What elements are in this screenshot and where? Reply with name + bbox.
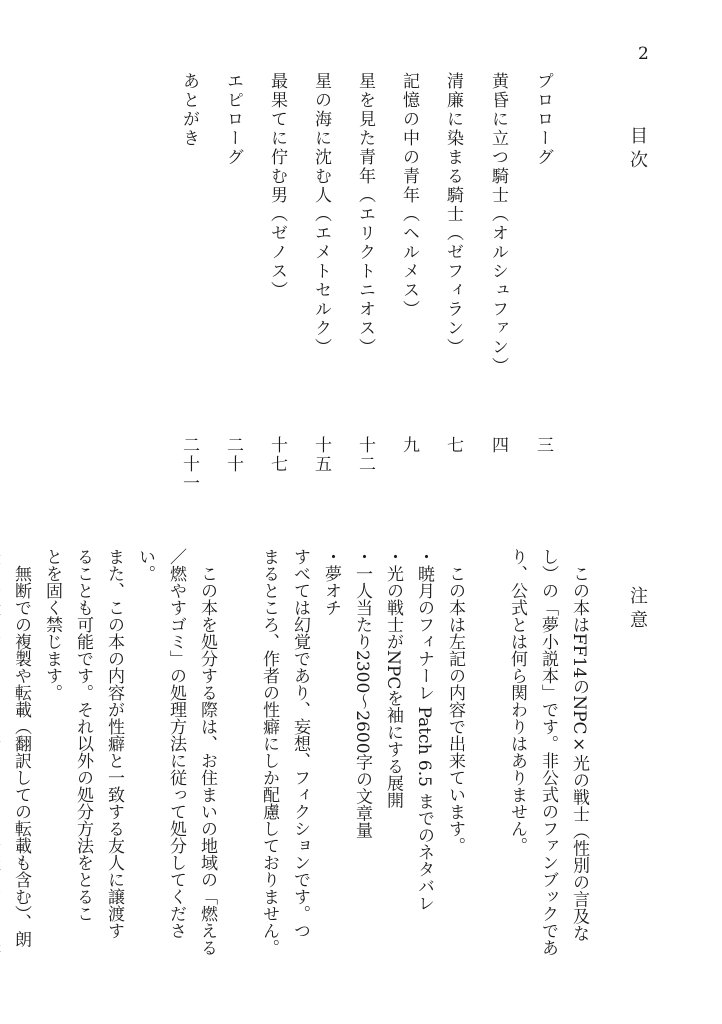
toc-entry-page: 二十一 [179, 436, 199, 493]
toc-entry-title: 星の海に沈む人（エメトセルク） [311, 72, 331, 357]
notice-line: ・暁月のフィナーレ Patch 6.5 までのネタバレ [414, 548, 434, 912]
notice-line: し）の「夢小説本」です。非公式のファンブックであ [538, 548, 558, 956]
toc-entry-page: 四 [488, 436, 508, 455]
toc-entry-page: 十二 [355, 436, 375, 474]
notice-line: ／燃やすゴミ」の処理方法に従って処分してください。 [135, 548, 186, 939]
toc-entry-title: 記憶の中の青年（ヘルメス） [399, 72, 419, 319]
notice-line: ・夢オチ [321, 548, 341, 616]
toc-entry-page: 三 [533, 436, 553, 455]
toc-entry-title: 最果てに佇む男（ゼノス） [267, 72, 287, 300]
notice-line: ることも可能です。それ以外の処分方法をとるこ [73, 548, 93, 922]
notice-line: この本はFF14のNPC×光の戦士（性別の言及な [569, 548, 589, 942]
notice-line [0, 548, 5, 968]
toc-entry-page: 十七 [267, 436, 287, 474]
notice-line: この本を処分する際は、お住まいの地域の「燃える [197, 548, 217, 956]
notice-line: まるところ、作者の性癖にしか配慮しておりません。 [259, 548, 279, 956]
toc-entry-title: 黄昏に立つ騎士（オルシュファン） [488, 72, 508, 376]
notice-line [470, 548, 501, 968]
toc-entry-title: あとがき [179, 72, 199, 148]
notice-line: この本は左記の内容で出来ています。 [445, 548, 465, 854]
toc-entry-page: 十五 [311, 436, 331, 474]
toc-entry-title: 星を見た青年（エリクトニオス） [355, 72, 375, 357]
notice-line: すべては幻覚であり、妄想、フィクションです。つ [290, 548, 310, 939]
toc-entry-page: 二十 [223, 436, 243, 474]
notice-line: とを固く禁じます。 [42, 548, 62, 701]
notice-heading: 注意 [627, 586, 648, 634]
notice-body [11, 548, 594, 968]
notice-line: また、この本の内容が性癖と一致する友人に譲渡す [104, 548, 124, 939]
toc-entry-title: エピローグ [223, 72, 243, 167]
notice-line [222, 548, 253, 968]
notice-line: 無断での複製や転載（翻訳しての転載も含む）、朗 [11, 548, 31, 948]
notice-line: り、公式とは何ら関わりはありません。 [507, 548, 527, 854]
toc-entry-page: 七 [443, 436, 463, 455]
toc-entry-title: プロローグ [533, 72, 553, 167]
toc-entry-title: 清廉に染まる騎士（ゼフィラン） [443, 72, 463, 357]
toc-entry-page: 九 [399, 436, 419, 455]
notice-line: ・一人当たり2300〜2600字の文章量 [352, 548, 372, 839]
page-number: 2 [638, 44, 649, 64]
notice-line: ・光の戦士がNPCを袖にする展開 [383, 548, 403, 809]
toc-heading: 目次 [627, 126, 648, 174]
